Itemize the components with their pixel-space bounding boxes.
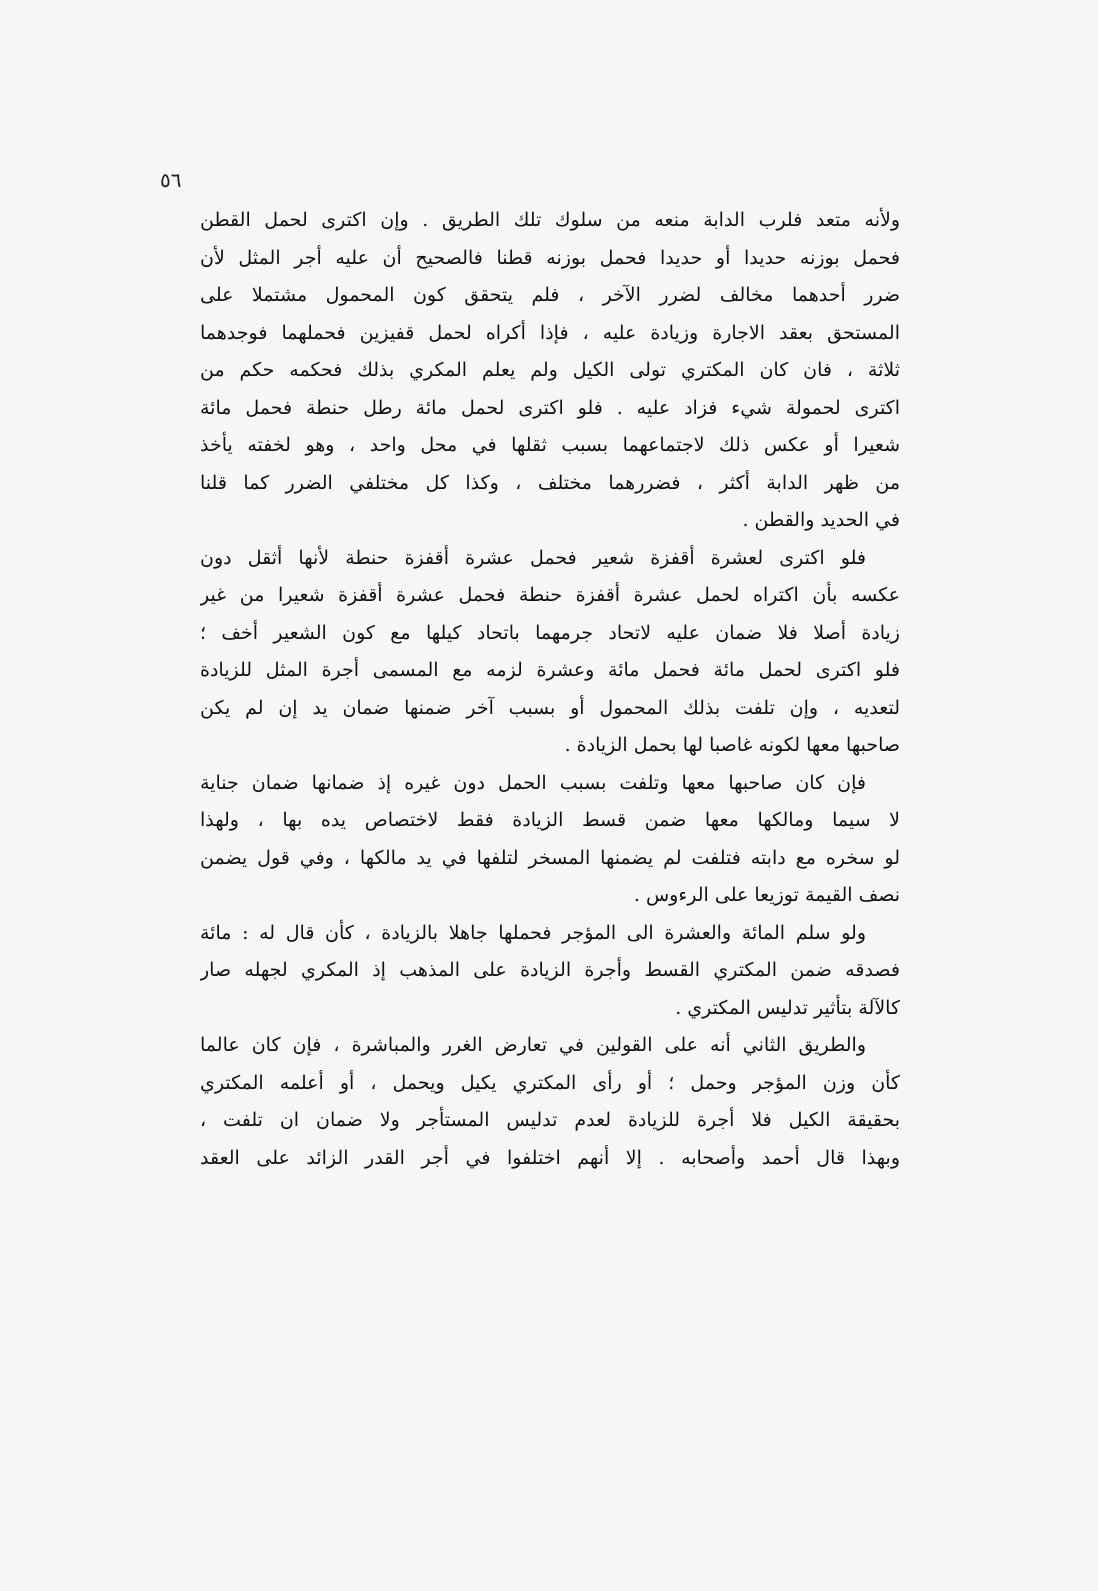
text-line: المستحق بعقد الاجارة وزيادة عليه ، فإذا أكراه لحمل قفيزين فحملهما فوجدهما [200,321,900,344]
text-line: اكترى لحمولة شيء فزاد عليه . فلو اكترى لحمل مائة رطل حنطة فحمل مائة [200,396,900,419]
text-line: لتعديه ، وإن تلفت بذلك المحمول أو بسبب آخر ضمنها ضمان يد إن لم يكن [200,696,900,719]
text-line: زيادة أصلا فلا ضمان عليه لاتحاد جرمهما باتحاد كيلها مع كون الشعير أخف ؛ [200,621,900,644]
text-line: فلو اكترى لعشرة أقفزة شعير فحمل عشرة أقفزة حنطة لأنها أثقل دون [200,546,866,569]
text-line: ولو سلم المائة والعشرة الى المؤجر فحملها جاهلا بالزيادة ، كأن قال له : مائة [200,921,866,944]
text-line: عكسه بأن اكتراه لحمل عشرة أقفزة حنطة فحمل عشرة أقفزة شعيرا من غير [200,584,900,606]
text-line: فإن كان صاحبها معها وتلفت بسبب الحمل دون غيره إذ ضمانها ضمان جناية [200,771,866,794]
text-line: من ظهر الدابة أكثر ، فضررهما مختلف ، وكذا كل مختلفي الضرر كما قلنا [200,471,900,494]
text-line: في الحديد والقطن . [742,509,900,531]
text-line: نصف القيمة توزيعا على الرءوس . [633,884,900,906]
text-line: صاحبها معها لكونه غاصبا لها بحمل الزيادة . [564,734,900,756]
page-number: ٥٦ [160,168,182,192]
text-line: وبهذا قال أحمد وأصحابه . إلا أنهم اختلفوا في أجر القدر الزائد على العقد [200,1146,900,1169]
text-line: ولأنه متعد فلرب الدابة منعه من سلوك تلك الطريق . وإن اكترى لحمل القطن [200,209,900,231]
text-line: كالآلة بتأثير تدليس المكتري . [675,996,900,1019]
text-line: بحقيقة الكيل فلا أجرة للزيادة لعدم تدليس المستأجر ولا ضمان ان تلفت ، [200,1109,900,1131]
text-line: كأن وزن المؤجر وحمل ؛ أو رأى المكتري يكيل ويحمل ، أو أعلمه المكتري [200,1071,900,1094]
text-line: فلو اكترى لحمل مائة فحمل مائة وعشرة لزمه مع المسمى أجرة المثل للزيادة [200,659,900,681]
text-line: شعيرا أو عكس ذلك لاجتماعهما بسبب ثقلها في محل واحد ، وهو لخفته يأخذ [200,434,900,456]
text-line: لا سيما ومالكها معها ضمن قسط الزيادة فقط لاختصاص يده بها ، ولهذا [200,809,900,831]
text-line: فصدقه ضمن المكتري القسط وأجرة الزيادة على المذهب إذ المكري لجهله صار [200,959,900,981]
text-line: لو سخره مع دابته فتلفت لم يضمنها المسخر لتلفها في يد مالكها ، وفي قول يضمن [200,846,900,869]
text-line: فحمل بوزنه حديدا أو حديدا فحمل بوزنه قطنا فالصحيح أن عليه أجر المثل لأن [200,246,900,269]
text-line: ضرر أحدهما مخالف لضرر الآخر ، فلم يتحقق كون المحمول مشتملا على [200,284,900,306]
text-line: والطريق الثاني أنه على القولين في تعارض الغرر والمباشرة ، فإن كان عالما [200,1034,866,1056]
body-text [200,202,900,1177]
text-line: ثلاثة ، فان كان المكتري تولى الكيل ولم يعلم المكري بذلك فحكمه حكم من [200,359,900,381]
